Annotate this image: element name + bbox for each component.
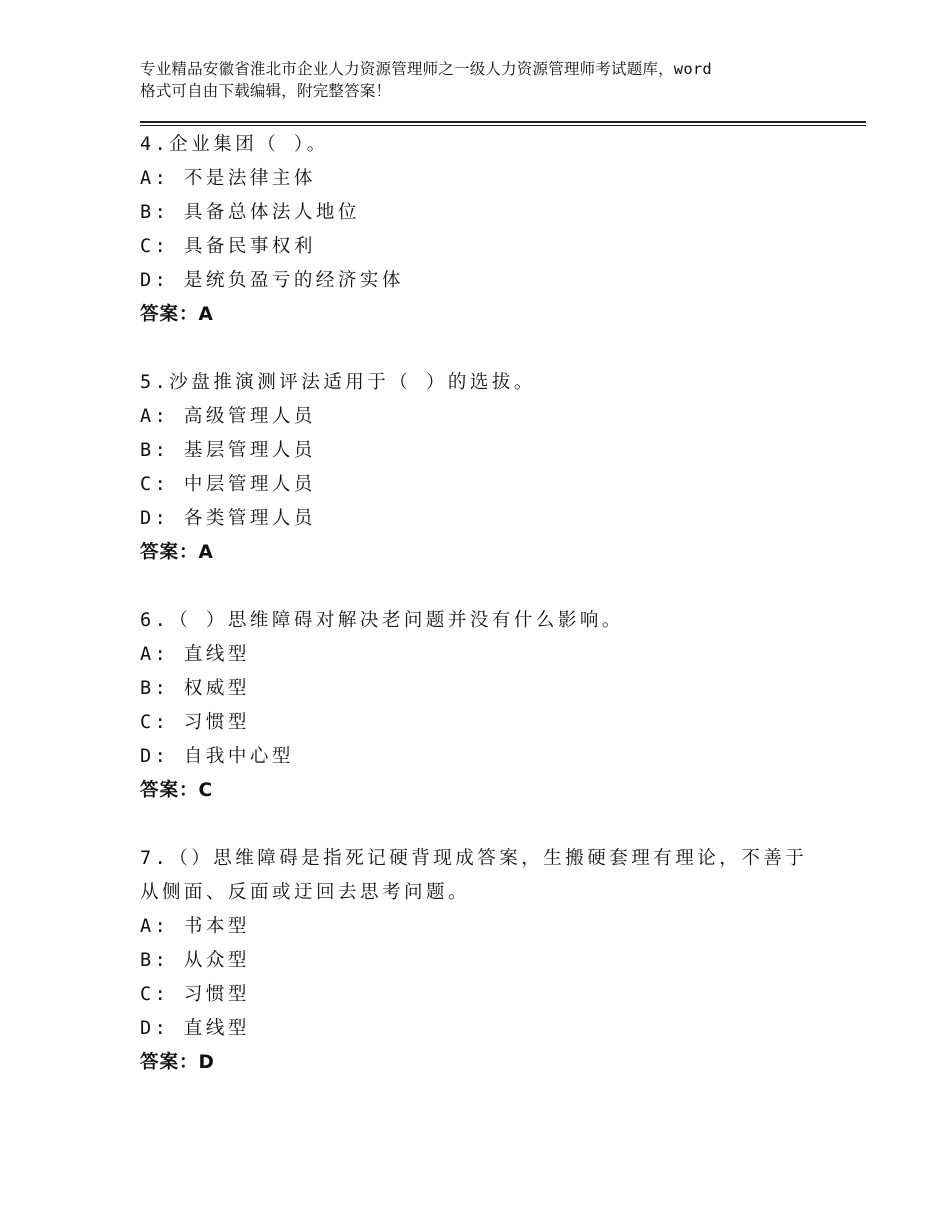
answer: 答案：D	[140, 1052, 215, 1073]
spacer	[140, 808, 840, 842]
question-stem: 4.企业集团（ ）。	[140, 134, 329, 155]
question-stem-line-2: 从侧面、反面或迂回去思考问题。	[140, 882, 471, 903]
question-list	[140, 128, 840, 1080]
option-a: A: 不是法律主体	[140, 168, 316, 189]
option-d: D: 各类管理人员	[140, 508, 316, 529]
option-d: D: 自我中心型	[140, 746, 294, 767]
option-c: C: 具备民事权利	[140, 236, 316, 257]
option-d: D: 直线型	[140, 1018, 250, 1039]
spacer	[140, 332, 840, 366]
header-divider-thin	[140, 125, 866, 126]
option-c: C: 习惯型	[140, 712, 250, 733]
question-5	[140, 366, 840, 570]
spacer	[140, 570, 840, 604]
option-a: A: 书本型	[140, 916, 250, 937]
question-7	[140, 842, 840, 1080]
option-c: C: 中层管理人员	[140, 474, 316, 495]
option-c: C: 习惯型	[140, 984, 250, 1005]
header-divider-thick	[140, 121, 866, 123]
question-stem: 6.（ ）思维障碍对解决老问题并没有什么影响。	[140, 610, 624, 631]
question-6	[140, 604, 840, 808]
header-line-1: 专业精品安徽省淮北市企业人力资源管理师之一级人力资源管理师考试题库，word	[140, 60, 712, 78]
question-4	[140, 128, 840, 332]
option-b: B: 具备总体法人地位	[140, 202, 360, 223]
document-header	[140, 58, 830, 102]
option-d: D: 是统负盈亏的经济实体	[140, 270, 404, 291]
option-b: B: 基层管理人员	[140, 440, 316, 461]
question-stem-line-1: 7.（）思维障碍是指死记硬背现成答案，生搬硬套理有理论，不善于	[140, 848, 808, 869]
answer: 答案：A	[140, 304, 214, 325]
option-b: B: 从众型	[140, 950, 250, 971]
header-line-2: 格式可自由下载编辑，附完整答案！	[140, 82, 392, 100]
answer: 答案：A	[140, 542, 214, 563]
option-a: A: 直线型	[140, 644, 250, 665]
question-stem: 5.沙盘推演测评法适用于（ ）的选拔。	[140, 372, 536, 393]
option-a: A: 高级管理人员	[140, 406, 316, 427]
answer: 答案：C	[140, 780, 214, 801]
option-b: B: 权威型	[140, 678, 250, 699]
